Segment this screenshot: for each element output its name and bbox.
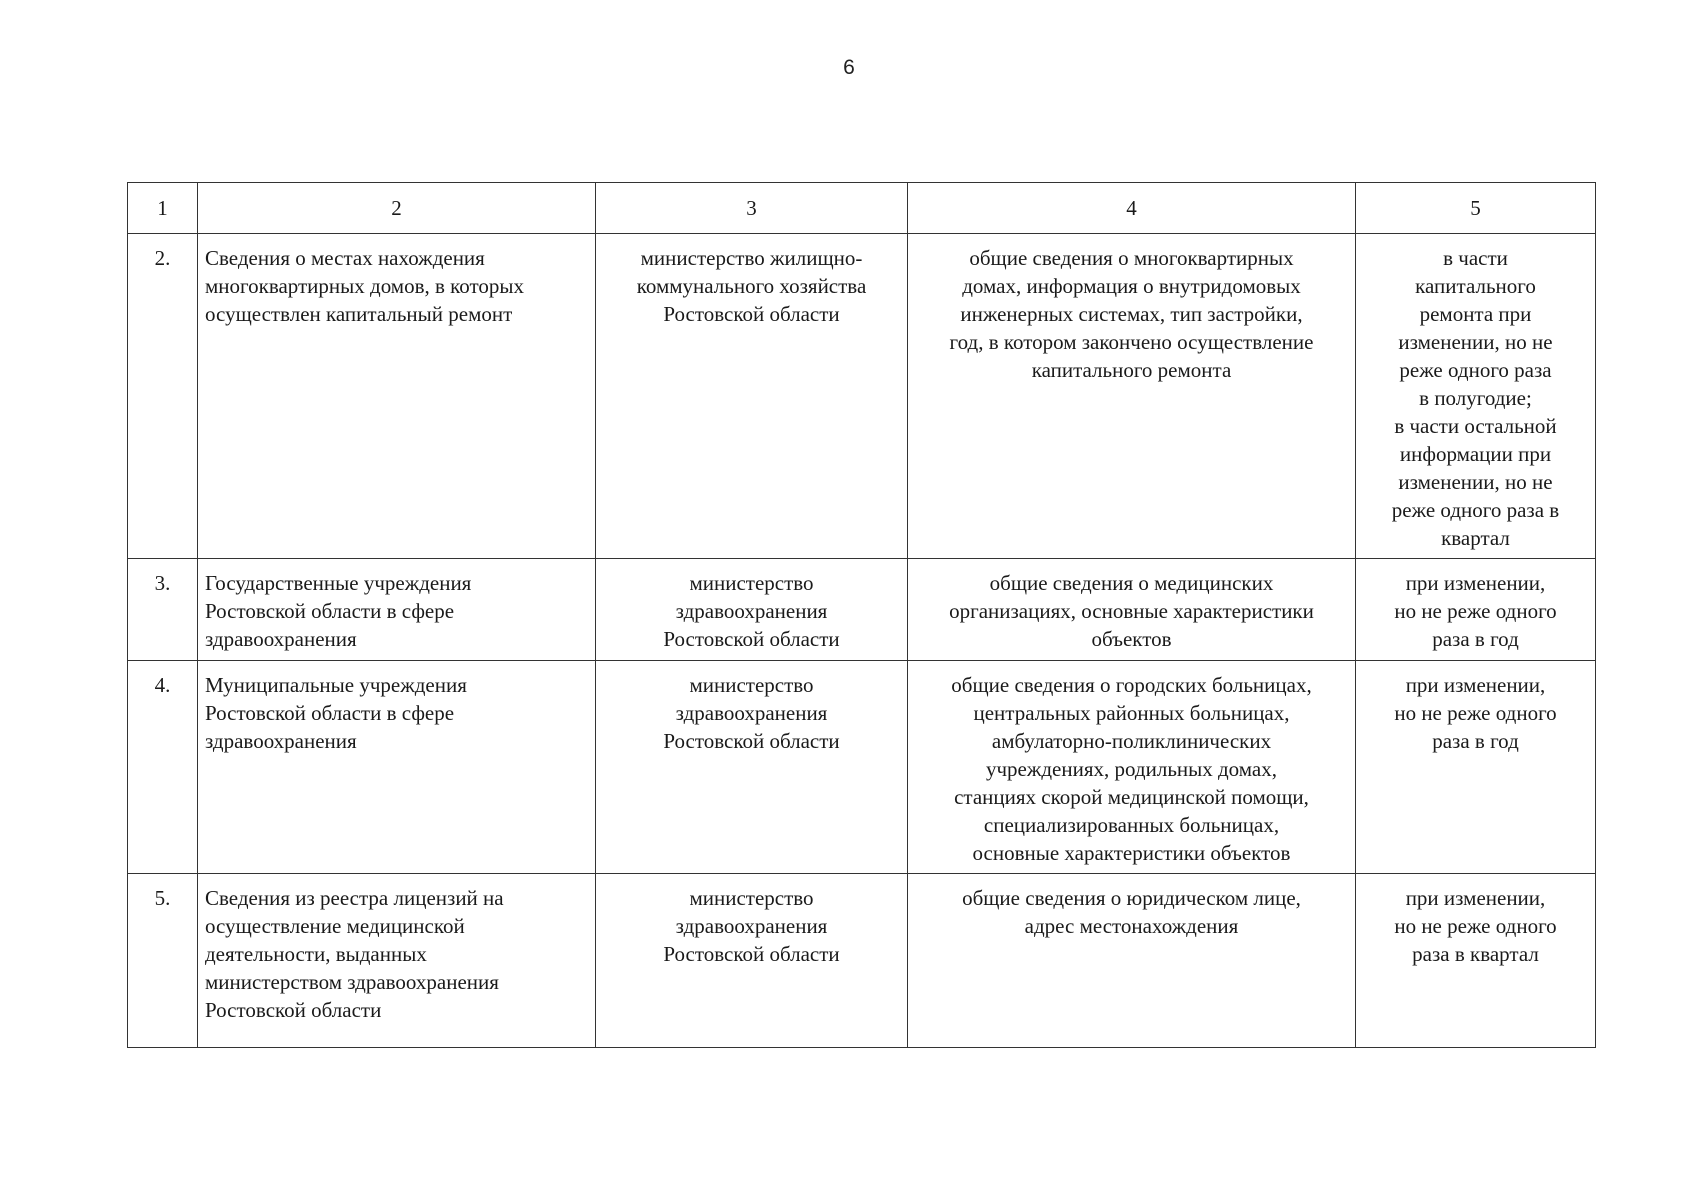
header-cell-4: 4	[908, 183, 1356, 234]
info-description: Государственные учреждения Ростовской области в сфере здравоохранения	[198, 559, 596, 661]
table-row	[128, 661, 1596, 874]
table-row	[128, 234, 1596, 559]
responsible-body: министерство жилищно- коммунального хозяйства Ростовской области	[596, 234, 908, 559]
table-row	[128, 874, 1596, 1048]
header-cell-3: 3	[596, 183, 908, 234]
update-frequency: в части капитального ремонта при изменении, но не реже одного раза в полугодие; в части остальной информации при изменении, но не реже одного раза в квартал	[1356, 234, 1596, 559]
update-frequency: при изменении, но не реже одного раза в квартал	[1356, 874, 1596, 1048]
table-row	[128, 559, 1596, 661]
info-content: общие сведения о городских больницах, центральных районных больницах, амбулаторно-поликлинических учреждениях, родильных домах, станциях скорой медицинской помощи, специализированных больницах, основные характеристики объектов	[908, 661, 1356, 874]
update-frequency: при изменении, но не реже одного раза в год	[1356, 559, 1596, 661]
page-number: 6	[843, 56, 855, 79]
info-content: общие сведения о многоквартирных домах, информация о внутридомовых инженерных системах, тип застройки, год, в котором закончено осуществление капитального ремонта	[908, 234, 1356, 559]
header-cell-2: 2	[198, 183, 596, 234]
row-number: 4.	[128, 661, 198, 874]
data-table	[127, 182, 1596, 1048]
info-description: Сведения из реестра лицензий на осуществление медицинской деятельности, выданных министерством здравоохранения Ростовской области	[198, 874, 596, 1048]
row-number: 5.	[128, 874, 198, 1048]
responsible-body: министерство здравоохранения Ростовской области	[596, 559, 908, 661]
info-content: общие сведения о медицинских организациях, основные характеристики объектов	[908, 559, 1356, 661]
responsible-body: министерство здравоохранения Ростовской области	[596, 874, 908, 1048]
row-number: 3.	[128, 559, 198, 661]
info-description: Сведения о местах нахождения многоквартирных домов, в которых осуществлен капитальный ремонт	[198, 234, 596, 559]
update-frequency: при изменении, но не реже одного раза в год	[1356, 661, 1596, 874]
info-content: общие сведения о юридическом лице, адрес местонахождения	[908, 874, 1356, 1048]
header-cell-1: 1	[128, 183, 198, 234]
header-cell-5: 5	[1356, 183, 1596, 234]
table-header-row	[128, 183, 1596, 234]
info-description: Муниципальные учреждения Ростовской области в сфере здравоохранения	[198, 661, 596, 874]
responsible-body: министерство здравоохранения Ростовской области	[596, 661, 908, 874]
row-number: 2.	[128, 234, 198, 559]
